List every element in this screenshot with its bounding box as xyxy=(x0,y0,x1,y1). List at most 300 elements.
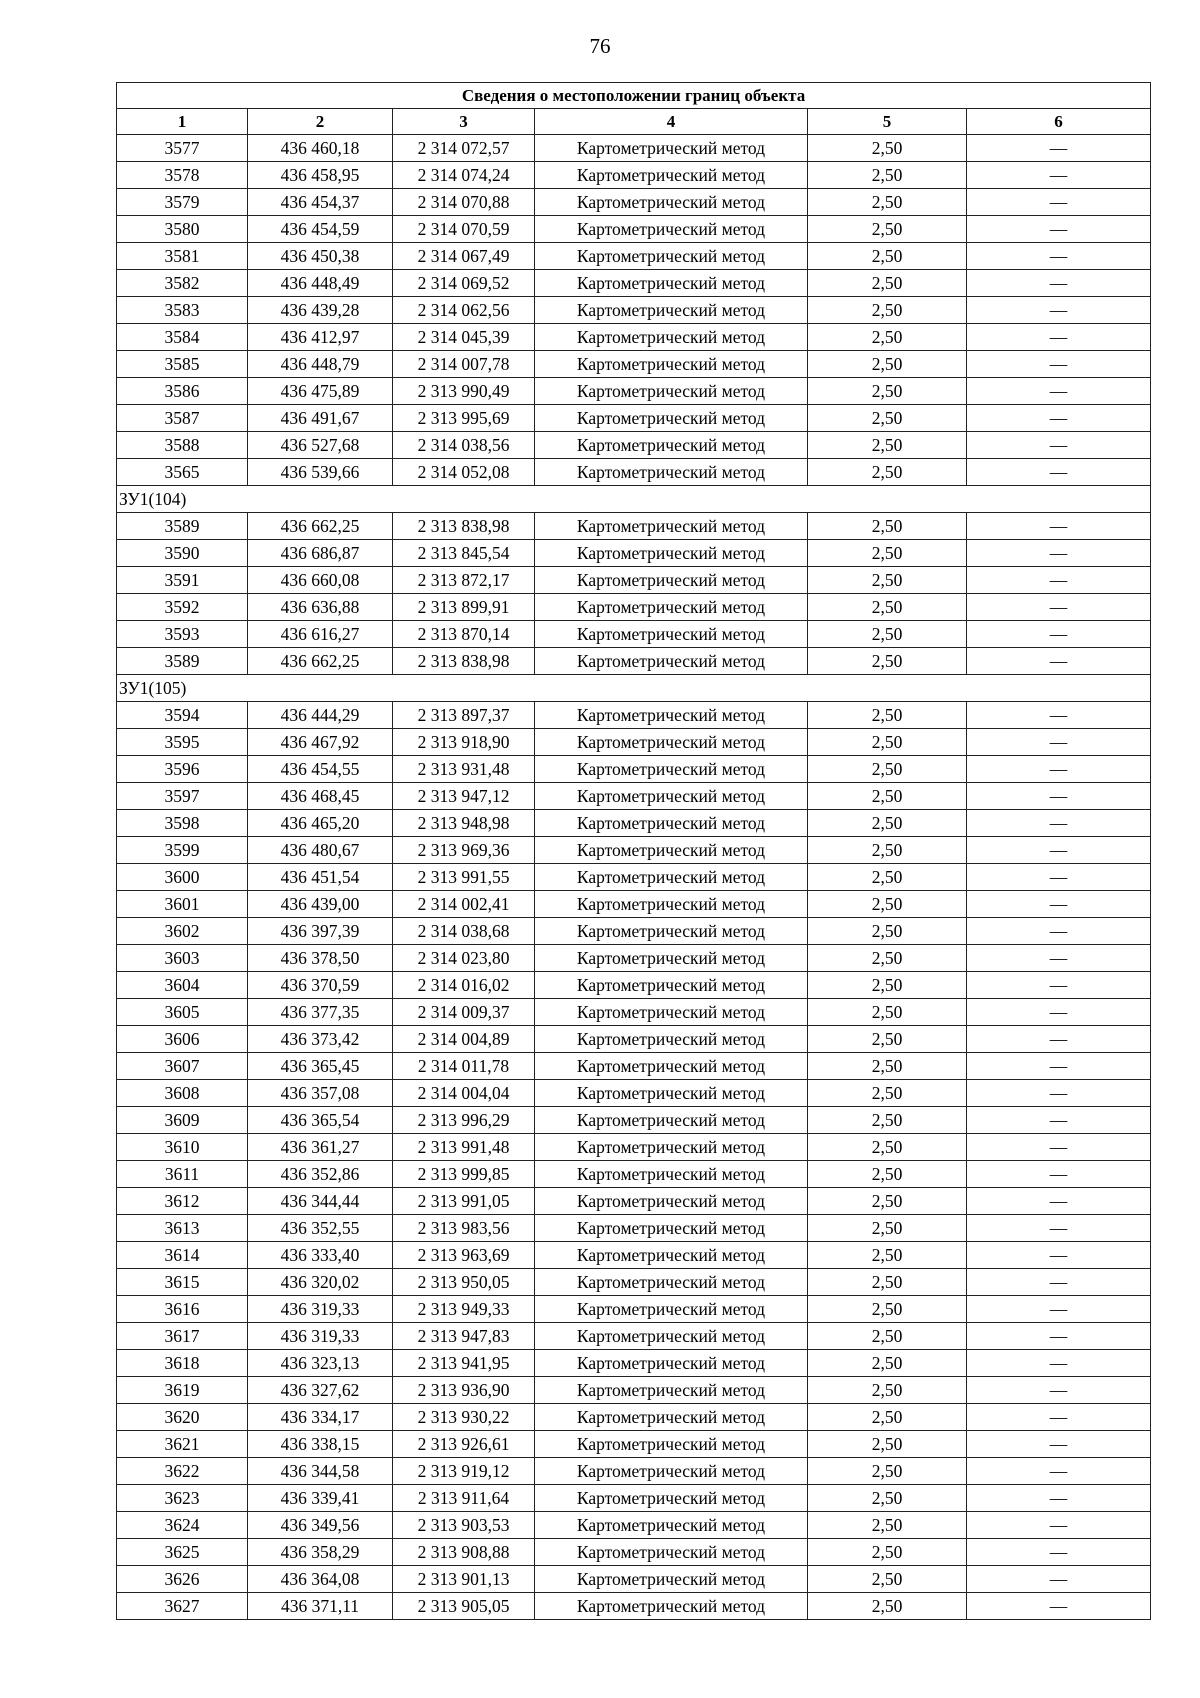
x-coordinate-cell: 436 327,62 xyxy=(248,1377,393,1404)
method-cell: Картометрический метод xyxy=(535,1188,808,1215)
point-number-cell: 3585 xyxy=(117,351,248,378)
method-cell: Картометрический метод xyxy=(535,1404,808,1431)
method-cell: Картометрический метод xyxy=(535,1458,808,1485)
section-label: ЗУ1(105) xyxy=(117,675,1151,702)
table-row xyxy=(117,945,1151,972)
accuracy-cell: 2,50 xyxy=(808,945,967,972)
table-row xyxy=(117,756,1151,783)
x-coordinate-cell: 436 539,66 xyxy=(248,459,393,486)
x-coordinate-cell: 436 444,29 xyxy=(248,702,393,729)
point-number-cell: 3579 xyxy=(117,189,248,216)
x-coordinate-cell: 436 686,87 xyxy=(248,540,393,567)
y-coordinate-cell: 2 313 838,98 xyxy=(393,648,535,675)
description-cell: — xyxy=(967,513,1151,540)
x-coordinate-cell: 436 448,49 xyxy=(248,270,393,297)
y-coordinate-cell: 2 314 038,56 xyxy=(393,432,535,459)
description-cell: — xyxy=(967,999,1151,1026)
point-number-cell: 3590 xyxy=(117,540,248,567)
point-number-cell: 3624 xyxy=(117,1512,248,1539)
table-row xyxy=(117,1485,1151,1512)
y-coordinate-cell: 2 314 016,02 xyxy=(393,972,535,999)
accuracy-cell: 2,50 xyxy=(808,405,967,432)
x-coordinate-cell: 436 352,55 xyxy=(248,1215,393,1242)
point-number-cell: 3608 xyxy=(117,1080,248,1107)
description-cell: — xyxy=(967,1134,1151,1161)
description-cell: — xyxy=(967,594,1151,621)
method-cell: Картометрический метод xyxy=(535,243,808,270)
x-coordinate-cell: 436 323,13 xyxy=(248,1350,393,1377)
accuracy-cell: 2,50 xyxy=(808,1026,967,1053)
x-coordinate-cell: 436 451,54 xyxy=(248,864,393,891)
accuracy-cell: 2,50 xyxy=(808,972,967,999)
x-coordinate-cell: 436 349,56 xyxy=(248,1512,393,1539)
point-number-cell: 3565 xyxy=(117,459,248,486)
method-cell: Картометрический метод xyxy=(535,1134,808,1161)
point-number-cell: 3603 xyxy=(117,945,248,972)
table-row xyxy=(117,378,1151,405)
description-cell: — xyxy=(967,1323,1151,1350)
method-cell: Картометрический метод xyxy=(535,756,808,783)
point-number-cell: 3601 xyxy=(117,891,248,918)
table-row xyxy=(117,1323,1151,1350)
accuracy-cell: 2,50 xyxy=(808,135,967,162)
x-coordinate-cell: 436 660,08 xyxy=(248,567,393,594)
method-cell: Картометрический метод xyxy=(535,702,808,729)
x-coordinate-cell: 436 320,02 xyxy=(248,1269,393,1296)
y-coordinate-cell: 2 313 947,12 xyxy=(393,783,535,810)
accuracy-cell: 2,50 xyxy=(808,1458,967,1485)
y-coordinate-cell: 2 313 990,49 xyxy=(393,378,535,405)
method-cell: Картометрический метод xyxy=(535,1350,808,1377)
point-number-cell: 3615 xyxy=(117,1269,248,1296)
y-coordinate-cell: 2 313 901,13 xyxy=(393,1566,535,1593)
y-coordinate-cell: 2 313 991,48 xyxy=(393,1134,535,1161)
y-coordinate-cell: 2 313 996,29 xyxy=(393,1107,535,1134)
y-coordinate-cell: 2 314 004,04 xyxy=(393,1080,535,1107)
point-number-cell: 3598 xyxy=(117,810,248,837)
description-cell: — xyxy=(967,162,1151,189)
description-cell: — xyxy=(967,270,1151,297)
x-coordinate-cell: 436 361,27 xyxy=(248,1134,393,1161)
x-coordinate-cell: 436 460,18 xyxy=(248,135,393,162)
method-cell: Картометрический метод xyxy=(535,216,808,243)
method-cell: Картометрический метод xyxy=(535,513,808,540)
method-cell: Картометрический метод xyxy=(535,567,808,594)
table-row xyxy=(117,864,1151,891)
table-row xyxy=(117,432,1151,459)
table-row xyxy=(117,324,1151,351)
x-coordinate-cell: 436 454,37 xyxy=(248,189,393,216)
x-coordinate-cell: 436 662,25 xyxy=(248,648,393,675)
method-cell: Картометрический метод xyxy=(535,1296,808,1323)
table-row xyxy=(117,729,1151,756)
y-coordinate-cell: 2 313 947,83 xyxy=(393,1323,535,1350)
method-cell: Картометрический метод xyxy=(535,1431,808,1458)
y-coordinate-cell: 2 313 897,37 xyxy=(393,702,535,729)
x-coordinate-cell: 436 378,50 xyxy=(248,945,393,972)
x-coordinate-cell: 436 344,58 xyxy=(248,1458,393,1485)
point-number-cell: 3617 xyxy=(117,1323,248,1350)
accuracy-cell: 2,50 xyxy=(808,891,967,918)
y-coordinate-cell: 2 313 870,14 xyxy=(393,621,535,648)
point-number-cell: 3597 xyxy=(117,783,248,810)
y-coordinate-cell: 2 313 983,56 xyxy=(393,1215,535,1242)
table-row xyxy=(117,1161,1151,1188)
point-number-cell: 3602 xyxy=(117,918,248,945)
point-number-cell: 3622 xyxy=(117,1458,248,1485)
accuracy-cell: 2,50 xyxy=(808,594,967,621)
description-cell: — xyxy=(967,1080,1151,1107)
point-number-cell: 3619 xyxy=(117,1377,248,1404)
accuracy-cell: 2,50 xyxy=(808,729,967,756)
table-row xyxy=(117,189,1151,216)
y-coordinate-cell: 2 313 905,05 xyxy=(393,1593,535,1620)
x-coordinate-cell: 436 365,45 xyxy=(248,1053,393,1080)
accuracy-cell: 2,50 xyxy=(808,648,967,675)
x-coordinate-cell: 436 527,68 xyxy=(248,432,393,459)
description-cell: — xyxy=(967,864,1151,891)
accuracy-cell: 2,50 xyxy=(808,1080,967,1107)
accuracy-cell: 2,50 xyxy=(808,1566,967,1593)
description-cell: — xyxy=(967,702,1151,729)
description-cell: — xyxy=(967,1269,1151,1296)
method-cell: Картометрический метод xyxy=(535,189,808,216)
point-number-cell: 3607 xyxy=(117,1053,248,1080)
description-cell: — xyxy=(967,378,1151,405)
table-row xyxy=(117,810,1151,837)
accuracy-cell: 2,50 xyxy=(808,459,967,486)
point-number-cell: 3589 xyxy=(117,648,248,675)
method-cell: Картометрический метод xyxy=(535,1215,808,1242)
description-cell: — xyxy=(967,783,1151,810)
point-number-cell: 3623 xyxy=(117,1485,248,1512)
x-coordinate-cell: 436 450,38 xyxy=(248,243,393,270)
x-coordinate-cell: 436 439,00 xyxy=(248,891,393,918)
y-coordinate-cell: 2 314 009,37 xyxy=(393,999,535,1026)
y-coordinate-cell: 2 313 931,48 xyxy=(393,756,535,783)
description-cell: — xyxy=(967,540,1151,567)
description-cell: — xyxy=(967,1485,1151,1512)
method-cell: Картометрический метод xyxy=(535,594,808,621)
table-row xyxy=(117,1269,1151,1296)
y-coordinate-cell: 2 313 919,12 xyxy=(393,1458,535,1485)
method-cell: Картометрический метод xyxy=(535,162,808,189)
accuracy-cell: 2,50 xyxy=(808,1215,967,1242)
table-row xyxy=(117,405,1151,432)
method-cell: Картометрический метод xyxy=(535,432,808,459)
accuracy-cell: 2,50 xyxy=(808,1539,967,1566)
accuracy-cell: 2,50 xyxy=(808,513,967,540)
accuracy-cell: 2,50 xyxy=(808,189,967,216)
table-row xyxy=(117,459,1151,486)
accuracy-cell: 2,50 xyxy=(808,270,967,297)
x-coordinate-cell: 436 636,88 xyxy=(248,594,393,621)
accuracy-cell: 2,50 xyxy=(808,1404,967,1431)
y-coordinate-cell: 2 313 908,88 xyxy=(393,1539,535,1566)
x-coordinate-cell: 436 370,59 xyxy=(248,972,393,999)
description-cell: — xyxy=(967,1566,1151,1593)
x-coordinate-cell: 436 319,33 xyxy=(248,1296,393,1323)
description-cell: — xyxy=(967,1350,1151,1377)
method-cell: Картометрический метод xyxy=(535,945,808,972)
table-row xyxy=(117,1566,1151,1593)
table-row xyxy=(117,648,1151,675)
accuracy-cell: 2,50 xyxy=(808,1269,967,1296)
x-coordinate-cell: 436 454,55 xyxy=(248,756,393,783)
table-title: Сведения о местоположении границ объекта xyxy=(117,83,1151,109)
method-cell: Картометрический метод xyxy=(535,1080,808,1107)
method-cell: Картометрический метод xyxy=(535,729,808,756)
x-coordinate-cell: 436 365,54 xyxy=(248,1107,393,1134)
accuracy-cell: 2,50 xyxy=(808,1593,967,1620)
point-number-cell: 3627 xyxy=(117,1593,248,1620)
y-coordinate-cell: 2 314 069,52 xyxy=(393,270,535,297)
y-coordinate-cell: 2 313 918,90 xyxy=(393,729,535,756)
column-number: 4 xyxy=(535,109,808,135)
accuracy-cell: 2,50 xyxy=(808,216,967,243)
table-row xyxy=(117,1404,1151,1431)
y-coordinate-cell: 2 313 995,69 xyxy=(393,405,535,432)
y-coordinate-cell: 2 314 072,57 xyxy=(393,135,535,162)
method-cell: Картометрический метод xyxy=(535,1026,808,1053)
x-coordinate-cell: 436 377,35 xyxy=(248,999,393,1026)
method-cell: Картометрический метод xyxy=(535,1485,808,1512)
description-cell: — xyxy=(967,1431,1151,1458)
description-cell: — xyxy=(967,1458,1151,1485)
x-coordinate-cell: 436 439,28 xyxy=(248,297,393,324)
accuracy-cell: 2,50 xyxy=(808,864,967,891)
x-coordinate-cell: 436 371,11 xyxy=(248,1593,393,1620)
point-number-cell: 3625 xyxy=(117,1539,248,1566)
point-number-cell: 3620 xyxy=(117,1404,248,1431)
method-cell: Картометрический метод xyxy=(535,1269,808,1296)
description-cell: — xyxy=(967,918,1151,945)
table-row xyxy=(117,594,1151,621)
accuracy-cell: 2,50 xyxy=(808,540,967,567)
point-number-cell: 3616 xyxy=(117,1296,248,1323)
method-cell: Картометрический метод xyxy=(535,1512,808,1539)
x-coordinate-cell: 436 364,08 xyxy=(248,1566,393,1593)
accuracy-cell: 2,50 xyxy=(808,1296,967,1323)
table-row xyxy=(117,1080,1151,1107)
description-cell: — xyxy=(967,1512,1151,1539)
y-coordinate-cell: 2 314 007,78 xyxy=(393,351,535,378)
method-cell: Картометрический метод xyxy=(535,972,808,999)
table-row xyxy=(117,1242,1151,1269)
point-number-cell: 3582 xyxy=(117,270,248,297)
method-cell: Картометрический метод xyxy=(535,135,808,162)
y-coordinate-cell: 2 314 070,88 xyxy=(393,189,535,216)
y-coordinate-cell: 2 314 067,49 xyxy=(393,243,535,270)
description-cell: — xyxy=(967,1377,1151,1404)
description-cell: — xyxy=(967,351,1151,378)
point-number-cell: 3588 xyxy=(117,432,248,459)
x-coordinate-cell: 436 465,20 xyxy=(248,810,393,837)
table-row xyxy=(117,1593,1151,1620)
y-coordinate-cell: 2 313 963,69 xyxy=(393,1242,535,1269)
table-body xyxy=(117,135,1151,1620)
point-number-cell: 3612 xyxy=(117,1188,248,1215)
point-number-cell: 3606 xyxy=(117,1026,248,1053)
description-cell: — xyxy=(967,405,1151,432)
point-number-cell: 3577 xyxy=(117,135,248,162)
y-coordinate-cell: 2 313 991,55 xyxy=(393,864,535,891)
y-coordinate-cell: 2 314 052,08 xyxy=(393,459,535,486)
y-coordinate-cell: 2 313 941,95 xyxy=(393,1350,535,1377)
point-number-cell: 3600 xyxy=(117,864,248,891)
description-cell: — xyxy=(967,1539,1151,1566)
method-cell: Картометрический метод xyxy=(535,648,808,675)
description-cell: — xyxy=(967,1296,1151,1323)
point-number-cell: 3604 xyxy=(117,972,248,999)
section-label: ЗУ1(104) xyxy=(117,486,1151,513)
point-number-cell: 3621 xyxy=(117,1431,248,1458)
y-coordinate-cell: 2 314 070,59 xyxy=(393,216,535,243)
section-label-row xyxy=(117,486,1151,513)
x-coordinate-cell: 436 352,86 xyxy=(248,1161,393,1188)
y-coordinate-cell: 2 313 950,05 xyxy=(393,1269,535,1296)
table-row xyxy=(117,135,1151,162)
table-row xyxy=(117,1539,1151,1566)
point-number-cell: 3581 xyxy=(117,243,248,270)
x-coordinate-cell: 436 319,33 xyxy=(248,1323,393,1350)
method-cell: Картометрический метод xyxy=(535,1161,808,1188)
x-coordinate-cell: 436 339,41 xyxy=(248,1485,393,1512)
description-cell: — xyxy=(967,756,1151,783)
accuracy-cell: 2,50 xyxy=(808,1107,967,1134)
x-coordinate-cell: 436 397,39 xyxy=(248,918,393,945)
accuracy-cell: 2,50 xyxy=(808,1350,967,1377)
column-number-row xyxy=(117,109,1151,135)
accuracy-cell: 2,50 xyxy=(808,1053,967,1080)
point-number-cell: 3593 xyxy=(117,621,248,648)
x-coordinate-cell: 436 357,08 xyxy=(248,1080,393,1107)
point-number-cell: 3610 xyxy=(117,1134,248,1161)
point-number-cell: 3618 xyxy=(117,1350,248,1377)
description-cell: — xyxy=(967,945,1151,972)
method-cell: Картометрический метод xyxy=(535,1566,808,1593)
method-cell: Картометрический метод xyxy=(535,621,808,648)
accuracy-cell: 2,50 xyxy=(808,621,967,648)
point-number-cell: 3589 xyxy=(117,513,248,540)
point-number-cell: 3580 xyxy=(117,216,248,243)
x-coordinate-cell: 436 333,40 xyxy=(248,1242,393,1269)
y-coordinate-cell: 2 313 936,90 xyxy=(393,1377,535,1404)
table-row xyxy=(117,1377,1151,1404)
method-cell: Картометрический метод xyxy=(535,324,808,351)
accuracy-cell: 2,50 xyxy=(808,837,967,864)
description-cell: — xyxy=(967,1593,1151,1620)
description-cell: — xyxy=(967,432,1151,459)
accuracy-cell: 2,50 xyxy=(808,702,967,729)
column-number: 5 xyxy=(808,109,967,135)
description-cell: — xyxy=(967,729,1151,756)
description-cell: — xyxy=(967,135,1151,162)
point-number-cell: 3613 xyxy=(117,1215,248,1242)
method-cell: Картометрический метод xyxy=(535,405,808,432)
x-coordinate-cell: 436 467,92 xyxy=(248,729,393,756)
description-cell: — xyxy=(967,297,1151,324)
y-coordinate-cell: 2 313 948,98 xyxy=(393,810,535,837)
method-cell: Картометрический метод xyxy=(535,351,808,378)
method-cell: Картометрический метод xyxy=(535,1053,808,1080)
x-coordinate-cell: 436 491,67 xyxy=(248,405,393,432)
description-cell: — xyxy=(967,1188,1151,1215)
y-coordinate-cell: 2 314 074,24 xyxy=(393,162,535,189)
table-row xyxy=(117,567,1151,594)
table-row xyxy=(117,540,1151,567)
x-coordinate-cell: 436 616,27 xyxy=(248,621,393,648)
method-cell: Картометрический метод xyxy=(535,810,808,837)
description-cell: — xyxy=(967,1107,1151,1134)
method-cell: Картометрический метод xyxy=(535,1242,808,1269)
table-row xyxy=(117,297,1151,324)
accuracy-cell: 2,50 xyxy=(808,1485,967,1512)
table-row xyxy=(117,1188,1151,1215)
table-row xyxy=(117,891,1151,918)
table-row xyxy=(117,918,1151,945)
y-coordinate-cell: 2 313 838,98 xyxy=(393,513,535,540)
table-row xyxy=(117,1296,1151,1323)
accuracy-cell: 2,50 xyxy=(808,162,967,189)
table-row xyxy=(117,1215,1151,1242)
point-number-cell: 3587 xyxy=(117,405,248,432)
y-coordinate-cell: 2 313 930,22 xyxy=(393,1404,535,1431)
accuracy-cell: 2,50 xyxy=(808,756,967,783)
table-row xyxy=(117,513,1151,540)
column-number: 6 xyxy=(967,109,1151,135)
accuracy-cell: 2,50 xyxy=(808,378,967,405)
description-cell: — xyxy=(967,1215,1151,1242)
method-cell: Картометрический метод xyxy=(535,1323,808,1350)
x-coordinate-cell: 436 448,79 xyxy=(248,351,393,378)
x-coordinate-cell: 436 334,17 xyxy=(248,1404,393,1431)
accuracy-cell: 2,50 xyxy=(808,432,967,459)
description-cell: — xyxy=(967,810,1151,837)
method-cell: Картометрический метод xyxy=(535,1107,808,1134)
x-coordinate-cell: 436 338,15 xyxy=(248,1431,393,1458)
x-coordinate-cell: 436 373,42 xyxy=(248,1026,393,1053)
table-row xyxy=(117,1107,1151,1134)
table-row xyxy=(117,1350,1151,1377)
point-number-cell: 3609 xyxy=(117,1107,248,1134)
y-coordinate-cell: 2 314 045,39 xyxy=(393,324,535,351)
description-cell: — xyxy=(967,1053,1151,1080)
x-coordinate-cell: 436 662,25 xyxy=(248,513,393,540)
table-row xyxy=(117,972,1151,999)
table-row xyxy=(117,1053,1151,1080)
y-coordinate-cell: 2 314 023,80 xyxy=(393,945,535,972)
method-cell: Картометрический метод xyxy=(535,270,808,297)
description-cell: — xyxy=(967,459,1151,486)
table-row xyxy=(117,1134,1151,1161)
y-coordinate-cell: 2 313 845,54 xyxy=(393,540,535,567)
point-number-cell: 3605 xyxy=(117,999,248,1026)
y-coordinate-cell: 2 313 999,85 xyxy=(393,1161,535,1188)
table-row xyxy=(117,216,1151,243)
accuracy-cell: 2,50 xyxy=(808,1377,967,1404)
point-number-cell: 3599 xyxy=(117,837,248,864)
x-coordinate-cell: 436 480,67 xyxy=(248,837,393,864)
description-cell: — xyxy=(967,1161,1151,1188)
accuracy-cell: 2,50 xyxy=(808,1242,967,1269)
table-row xyxy=(117,999,1151,1026)
accuracy-cell: 2,50 xyxy=(808,1512,967,1539)
point-number-cell: 3594 xyxy=(117,702,248,729)
method-cell: Картометрический метод xyxy=(535,864,808,891)
x-coordinate-cell: 436 468,45 xyxy=(248,783,393,810)
column-number: 3 xyxy=(393,109,535,135)
